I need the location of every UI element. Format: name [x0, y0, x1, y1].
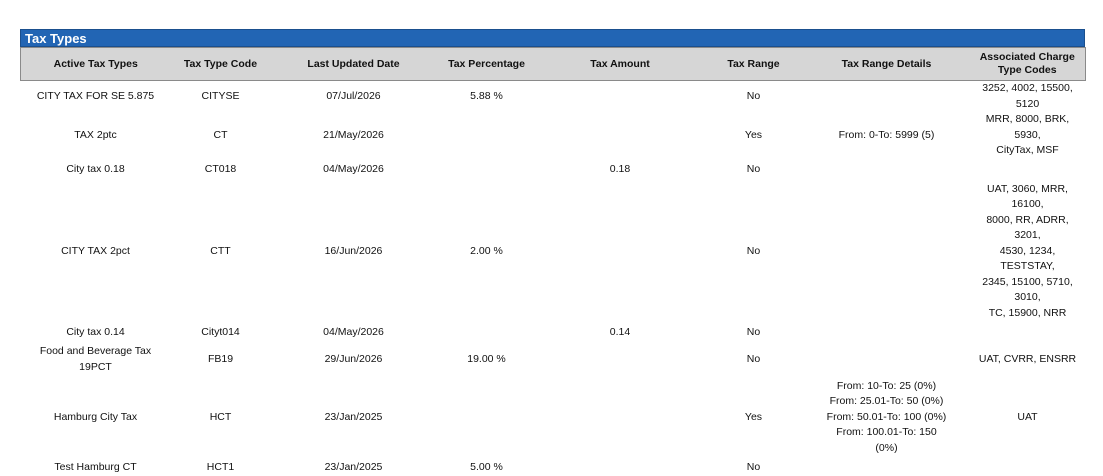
cell-tax-amount — [537, 112, 704, 159]
cell-tax-type-name: Hamburg City Tax — [53, 410, 138, 423]
cell-tax-type-code: CT018 — [204, 163, 237, 176]
cell-tax-percentage — [437, 159, 537, 182]
cell-tax-percentage: 5.00 % — [470, 461, 503, 474]
cell-tax-type-code: CITYSE — [201, 89, 240, 102]
cell-tax-amount — [537, 81, 704, 113]
cell-tax-type-name: TAX 2ptc — [74, 128, 117, 141]
cell-tax-type-code: HCT — [209, 410, 232, 423]
cell-tax-percentage: 5.88 % — [470, 89, 503, 102]
column-header-tax-range-details: Tax Range Details — [804, 48, 970, 81]
column-header-last-updated-date: Last Updated Date — [271, 48, 437, 81]
cell-charge-type-codes — [970, 460, 1086, 476]
cell-tax-range: No — [746, 244, 761, 257]
cell-charge-type-codes: 3252, 4002, 15500, 5120 — [982, 82, 1073, 110]
cell-charge-type-codes: UAT, CVRR, ENSRR — [978, 352, 1077, 365]
cell-last-updated: 29/Jun/2026 — [324, 352, 383, 365]
cell-charge-type-codes: UAT — [1017, 410, 1038, 423]
cell-last-updated: 04/May/2026 — [323, 163, 384, 176]
cell-tax-percentage: 2.00 % — [470, 244, 503, 257]
cell-tax-type-code: CT — [213, 128, 228, 141]
table-row — [21, 81, 1086, 113]
cell-tax-type-name: Food and Beverage Tax 19PCT — [39, 345, 152, 373]
cell-tax-type-name: Test Hamburg CT — [54, 461, 137, 474]
cell-last-updated: 21/May/2026 — [323, 128, 384, 141]
cell-tax-range: No — [746, 352, 761, 365]
cell-tax-range: Yes — [744, 128, 763, 141]
cell-tax-amount — [537, 375, 704, 460]
cell-tax-amount — [537, 182, 704, 322]
table-row — [21, 375, 1086, 460]
cell-tax-type-name: City tax 0.18 — [66, 163, 125, 176]
cell-charge-type-codes — [970, 321, 1086, 344]
cell-tax-range-details — [804, 460, 970, 476]
cell-tax-percentage: 19.00 % — [467, 352, 506, 365]
table-row — [21, 321, 1086, 344]
cell-charge-type-codes: UAT, 3060, MRR, 16100, 8000, RR, ADRR, 3201, 4530, 1234, TESTSTAY, 2345, 15100, 5710, 3010, TC, 15900, NRR — [982, 182, 1073, 319]
cell-tax-range: No — [746, 325, 761, 338]
cell-tax-type-name: City tax 0.14 — [66, 325, 125, 338]
report-title: Tax Types — [20, 29, 1085, 47]
cell-tax-range: No — [746, 461, 761, 474]
table-row — [21, 182, 1086, 322]
cell-tax-percentage — [437, 375, 537, 460]
cell-tax-range-details — [804, 344, 970, 375]
table-header-row — [21, 48, 1086, 81]
table-row — [21, 460, 1086, 476]
column-header-tax-range: Tax Range — [704, 48, 804, 81]
cell-tax-range-details — [804, 321, 970, 344]
table-row — [21, 344, 1086, 375]
column-header-associated-charge-type-codes: Associated Charge Type Codes — [970, 48, 1086, 81]
cell-tax-type-code: Cityt014 — [201, 325, 240, 338]
cell-charge-type-codes: MRR, 8000, BRK, 5930, CityTax, MSF — [985, 113, 1070, 156]
column-header-active-tax-types: Active Tax Types — [21, 48, 171, 81]
cell-last-updated: 04/May/2026 — [323, 325, 384, 338]
column-header-tax-type-code: Tax Type Code — [171, 48, 271, 81]
cell-tax-amount: 0.18 — [609, 163, 631, 176]
cell-tax-range: Yes — [744, 410, 763, 423]
cell-tax-type-code: HCT1 — [206, 461, 235, 474]
cell-tax-type-code: FB19 — [207, 352, 234, 365]
cell-tax-type-name: CITY TAX 2pct — [61, 244, 130, 257]
cell-last-updated: 23/Jan/2025 — [324, 461, 383, 474]
cell-tax-range-details — [804, 182, 970, 322]
column-header-tax-percentage: Tax Percentage — [437, 48, 537, 81]
table-row — [21, 159, 1086, 182]
cell-last-updated: 07/Jul/2026 — [326, 89, 381, 102]
cell-charge-type-codes — [970, 159, 1086, 182]
column-header-tax-amount: Tax Amount — [537, 48, 704, 81]
cell-tax-amount — [537, 344, 704, 375]
cell-tax-range: No — [746, 89, 761, 102]
cell-tax-type-code: CTT — [210, 244, 231, 257]
cell-tax-range-details — [804, 159, 970, 182]
cell-tax-range-details: From: 10-To: 25 (0%) From: 25.01-To: 50 (0%) From: 50.01-To: 100 (0%) From: 100.01-To: 150 (0%) — [826, 379, 947, 454]
cell-tax-percentage — [437, 321, 537, 344]
cell-tax-type-name: CITY TAX FOR SE 5.875 — [36, 89, 155, 102]
cell-tax-amount: 0.14 — [609, 325, 631, 338]
tax-types-report — [20, 29, 1085, 476]
cell-last-updated: 16/Jun/2026 — [324, 244, 383, 257]
cell-tax-percentage — [437, 112, 537, 159]
cell-tax-amount — [537, 460, 704, 476]
cell-last-updated: 23/Jan/2025 — [324, 410, 383, 423]
cell-tax-range-details — [804, 81, 970, 113]
cell-tax-range: No — [746, 163, 761, 176]
table-row — [21, 112, 1086, 159]
cell-tax-range-details: From: 0-To: 5999 (5) — [838, 128, 935, 141]
